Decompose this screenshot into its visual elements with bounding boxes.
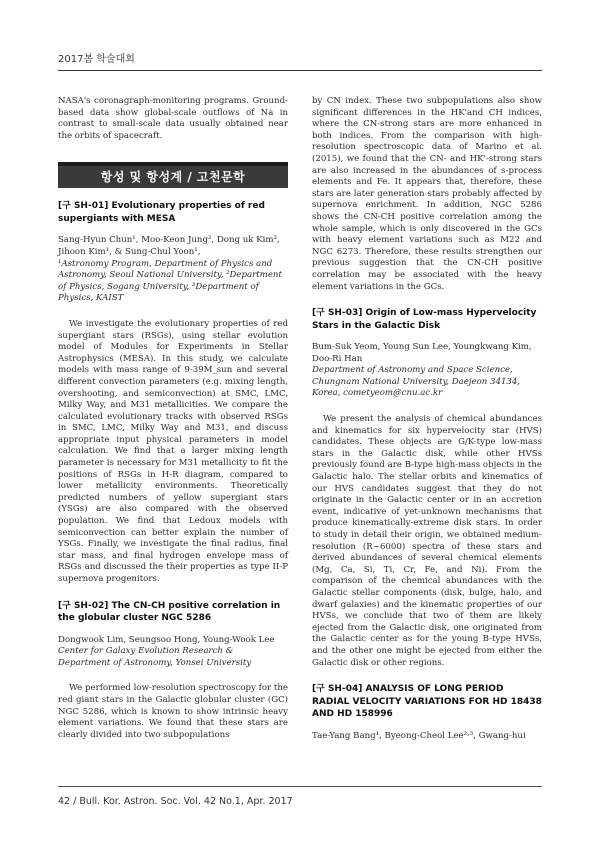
sh02-authors: Dongwook Lim, Seungsoo Hong, Young-Wook Lee	[58, 634, 275, 645]
sh03-abstract: We present the analysis of chemical abundances and kinematics for six hypervelocity star (HVS) candidates. These objects are G/K-type low-mass stars in the Galactic disk, while other HVSs previously found are B-type high-mass objects in the Galactic halo. The stellar orbits and kinematics of our HVS candidates suggest that they do not originate in the Galactic center or in an accretion event, indicative of yet-unknown mechanisms that produce kinematically-extreme disk stars. In order to study in detail their origin, we obtained medium-resolution (R~6000) spectra of these stars and derived abundances of several chemical elements (Mg, Ca, Si, Ti, Cr, Fe, and Ni). From the comparison of the chemical abundances with the Galactic stellar components (disk, bulge, halo, and dwarf galaxies) and the kinematic properties of our HVSs, we conclude that two of them are likely ejected from the Galactic disk, one originated from the Galactic center as for the young B-type HVSs, and the other one might be ejected from either the Galactic disk or other regions.	[312, 414, 542, 668]
sh04-authors: Tae-Yang Bang¹, Byeong-Cheol Lee²˒³, Gwang-hui	[312, 730, 526, 741]
sh01-affiliation: ¹Astronomy Program, Department of Physics and Astronomy, Seoul National University, ²Department of Physics, Sogang University, ³Department of Physics, KAIST	[58, 258, 282, 304]
sh04-title: [구 SH-04] ANALYSIS OF LONG PERIOD RADIAL VELOCITY VARIATIONS FOR HD 18438 AND HD 158996	[312, 684, 542, 720]
sh01-abstract: We investigate the evolutionary properties of red supergiant stars (RSGs), using stellar evolution model of Modules for Experiments in Stellar Astrophysics (MESA). In this study, we calculate models with mass range of 9-39M_sun and several different convection parameters (e.g. mixing length, overshooting, and semiconvection) at SMC, LMC, Milky Way, and M31 metallicities. We compare the calculated evolutionary tracks with observed RSGs in SMC, LMC, Milky Way and M31, and discuss appropriate input physical parameters in model calculation. We find that a larger mixing length parameter is necessary for M31 metallicity to fit the positions of RSGs in H-R diagram, compared to lower metallicity environments. Theoretically predicted numbers of yellow supergiant stars (YSGs) are also compared with the observed population. We find that Ledoux models with semiconvection can better explain the number of YSGs. Finally, we investigate the final radius, final star mass, and final hydrogen envelope mass of RSGs and discussed the their properties as type II-P supernova progenitors.	[58, 318, 288, 584]
sh03-affiliation: Department of Astronomy and Space Science, Chungnam National University, Daejeon 34134, Korea, cometyeom@cnu.ac.kr	[312, 365, 521, 399]
section-banner: 항성 및 항성계 / 고천문학	[58, 162, 288, 188]
sh01-title: [구 SH-01] Evolutionary properties of red supergiants with MESA	[58, 201, 265, 224]
sh02-abstract-part1: We performed low-resolution spectroscopy for the red giant stars in the Galactic globular cluster (GC) NGC 5286, which is known to show intrinsic heavy element variations. We found that these stars are clearly divided into two subpopulations	[58, 683, 288, 740]
running-head: 2017봄 학술대회	[58, 54, 135, 65]
header-rule	[58, 70, 542, 71]
continued-text: NASA's coronagraph-monitoring programs. Ground-based data show global-scale outflows of Na in contrast to small-scale data usually obtained near the orbits of spacecraft.	[58, 96, 288, 141]
sh02-title: [구 SH-02] The CN-CH positive correlation in the globular cluster NGC 5286	[58, 600, 281, 624]
sh01-authors: Sang-Hyun Chun¹, Moo-Keon Jung², Dong uk Kim³, Jihoon Kim¹, & Sung-Chul Yoon¹,	[58, 235, 280, 257]
page-footer: 42 / Bull. Kor. Astron. Soc. Vol. 42 No.1, Apr. 2017	[58, 796, 293, 807]
sh02-affiliation: Center for Galaxy Evolution Research & Department of Astronomy, Yonsei University	[58, 646, 252, 668]
left-column	[58, 96, 288, 741]
sh02-abstract-continued: by CN index. These two subpopulations also show significant differences in the HK'and CH indices, where the CN-strong stars are more enhanced in both indices. From the comparison with high-resolution spectroscopic data of Marino et al. (2015), we found that the CN- and HK'-strong stars are also increased in the abundances of s-process elements and Fe. It appears that, therefore, these stars are later generation stars probably affected by supernova enrichment. In addition, NGC 5286 shows the CN-CH positive correlation among the whole sample, which is only discovered in the GCs with heavy element variations such as M22 and NGC 6273. Therefore, these results strengthen our previous suggestion that the CN-CH positive correlation may be associated with the heavy element variations in the GCs.	[312, 96, 542, 292]
footer-rule	[58, 786, 542, 787]
right-column	[312, 96, 542, 742]
sh03-title: [구 SH-03] Origin of Low-mass Hypervelocity Stars in the Galactic Disk	[312, 308, 537, 331]
sh03-authors: Bum-Suk Yeom, Young Sun Lee, Youngkwang Kim, Doo-Ri Han	[312, 342, 532, 364]
